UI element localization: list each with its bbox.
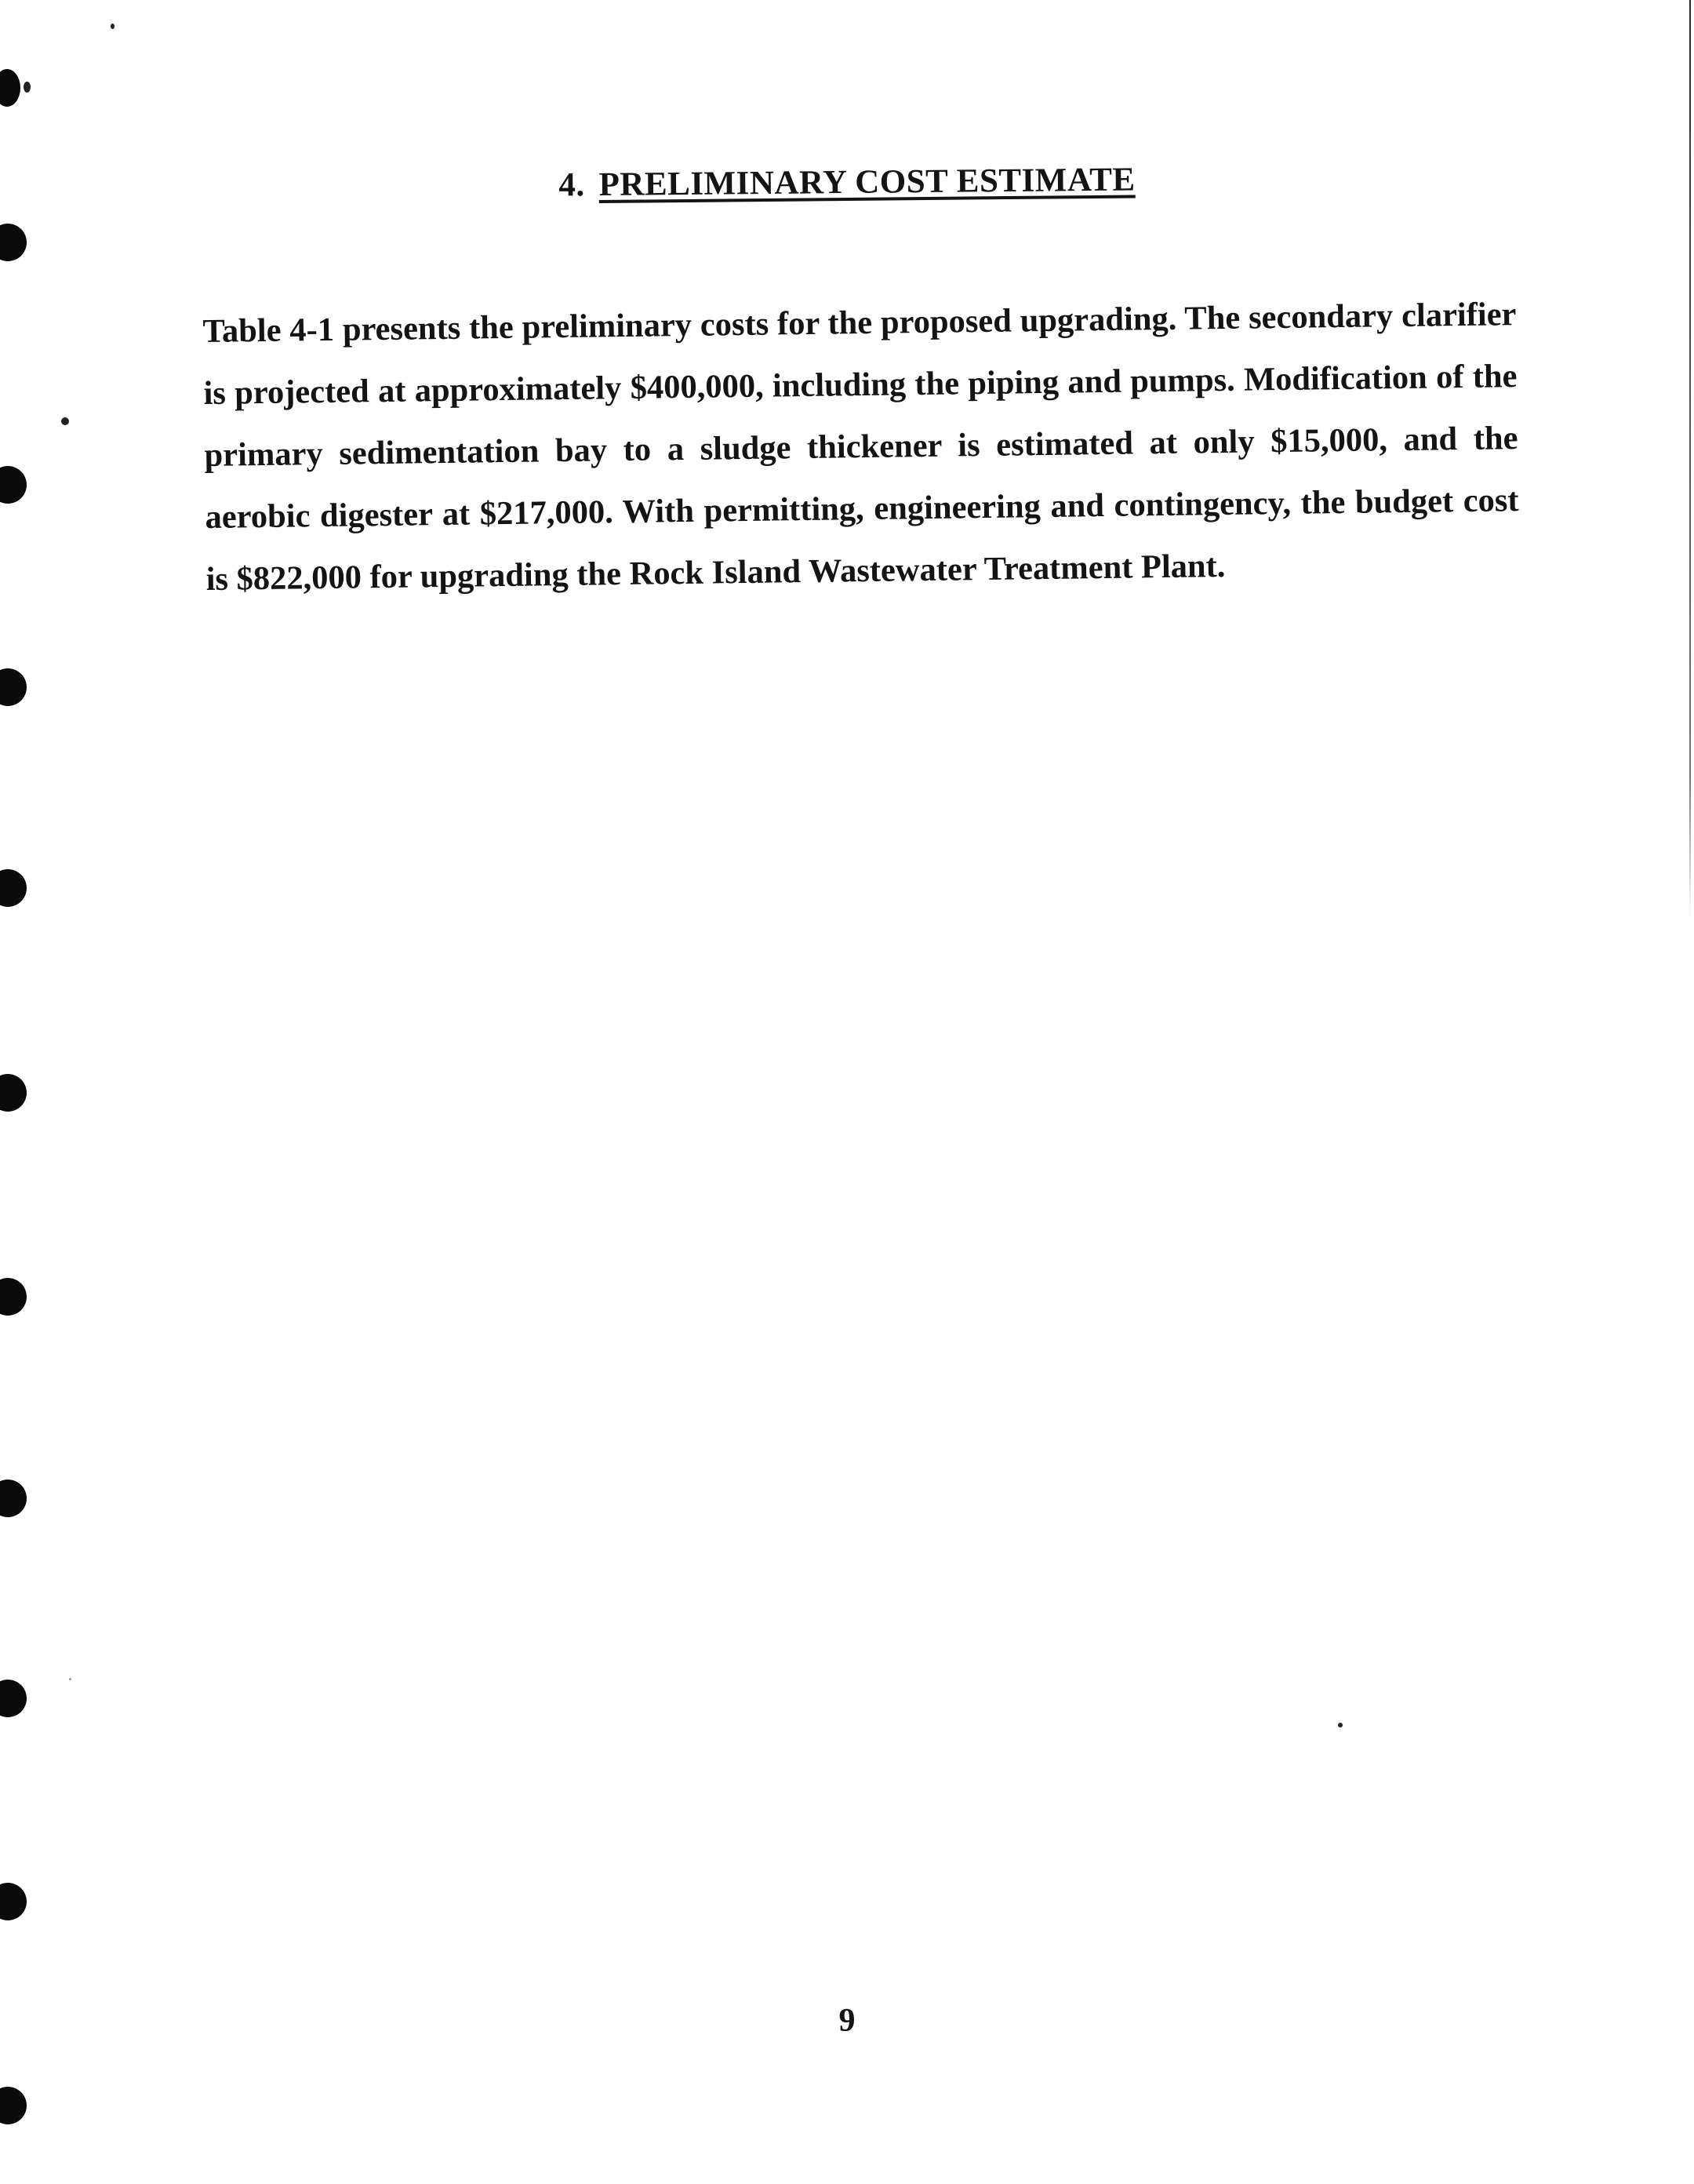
punch-hole: [0, 668, 27, 706]
scan-speck: [69, 1678, 71, 1680]
punch-hole: [0, 1480, 27, 1517]
scan-speck: [111, 24, 115, 29]
punch-hole: [0, 1680, 27, 1717]
section-heading: [0, 155, 1694, 210]
punch-hole: [0, 1074, 27, 1112]
section-number: 4.: [558, 166, 585, 204]
page-number: 9: [838, 2003, 856, 2039]
scan-speck: [1338, 1723, 1343, 1727]
punch-hole: [0, 2087, 27, 2124]
punch-hole: [0, 69, 20, 107]
punch-hole: [0, 1278, 27, 1316]
punch-hole: [0, 1883, 27, 1920]
section-title: PRELIMINARY COST ESTIMATE: [598, 161, 1136, 204]
punch-hole: [0, 869, 27, 907]
scan-speck: [24, 82, 31, 93]
punch-hole: [0, 224, 27, 261]
page-edge-line: [1689, 0, 1691, 918]
punch-hole: [0, 466, 27, 504]
scan-speck: [61, 417, 69, 425]
body-paragraph: Table 4-1 presents the preliminary costs for the proposed upgrading. The secondary clarifier is projected at approximately $400,000, including the piping and pumps. Modification of the primary sedimentation bay to a sludge thickener is estimated at only $15,000, and the aerobic digester at $217,000. With permitting, engineering and contingency, the budget cost is $822,000 for upgrading the Rock Island Wastewater Treatment Plant.: [202, 295, 1519, 598]
